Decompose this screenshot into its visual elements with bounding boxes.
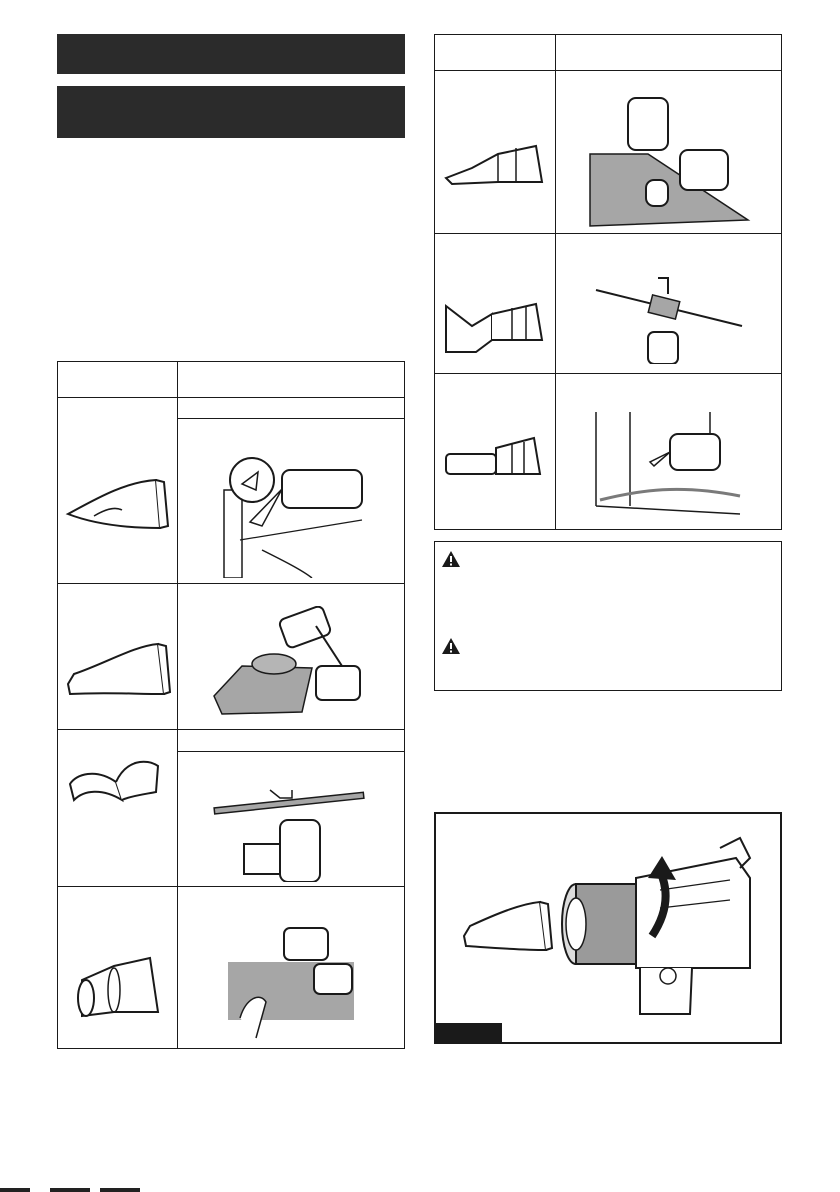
reduction-nozzle-icon (74, 950, 164, 1026)
warning-triangle-icon (441, 550, 461, 568)
reflector-nozzle-icon (66, 754, 166, 810)
round-nozzle-usage-illustration (590, 410, 750, 522)
flat-nozzle-icon (64, 636, 176, 700)
glass-protector-nozzle-usage-illustration (594, 254, 744, 364)
reduction-nozzle-usage-illustration (226, 918, 358, 1044)
round-nozzle-icon (442, 432, 546, 480)
nozzle-attachment-illustration (440, 818, 776, 1018)
glass-protector-nozzle-icon (442, 288, 548, 356)
cone-nozzle-icon (64, 470, 176, 536)
warning-triangle-icon (441, 637, 461, 655)
subsection-header-bar (57, 86, 405, 138)
figure-label-tab (434, 1023, 502, 1044)
cone-nozzle-usage-illustration (222, 450, 372, 578)
warning-box (434, 541, 782, 691)
overlap-nozzle-usage-illustration (588, 90, 752, 228)
section-header-bar (57, 34, 405, 74)
flat-nozzle-usage-illustration (212, 606, 372, 718)
reflector-nozzle-usage-illustration (210, 770, 370, 882)
overlap-nozzle-icon (442, 134, 548, 190)
